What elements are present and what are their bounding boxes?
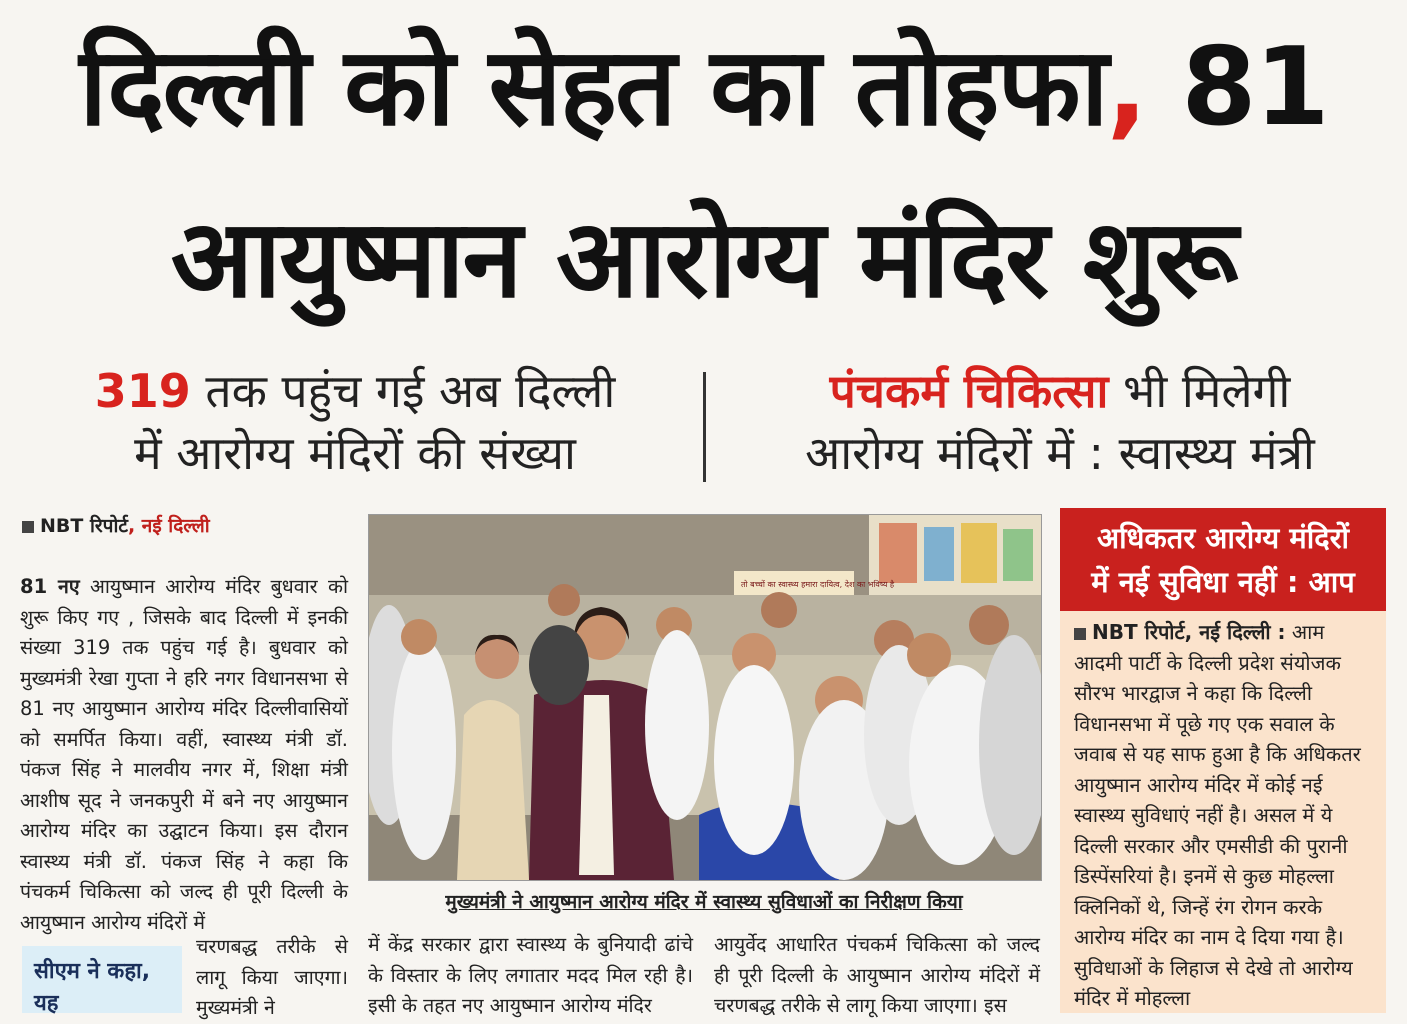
article-column-1: [20, 572, 348, 938]
headline-number: 81: [1145, 25, 1328, 150]
sidebar-text: आम आदमी पार्टी के दिल्ली प्रदेश संयोजक सौरभ भारद्वाज ने कहा कि दिल्ली विधानसभा में पूछे गए एक सवाल के जवाब से यह साफ हुआ है कि अधिकतर आयुष्मान आरोग्य मंदिर में कोई नई स्वास्थ्य सुविधाएं नहीं है। असल में ये दिल्ली सरकार और एमसीडी की पुरानी डिस्पेंसरियां है। इनमें से कुछ मोहल्ला क्लिनिकों थे, जिन्हें रंग रोगन करके आरोग्य मंदिर का नाम दे दिया गया है। सुविधाओं के लिहाज से देखे तो आरोग्य मंदिर में मोहल्ला: [1074, 620, 1361, 1010]
photo-caption: मुख्यमंत्री ने आयुष्मान आरोग्य मंदिर में स्वास्थ्य सुविधाओं का निरीक्षण किया: [445, 891, 963, 913]
quote-box: सीएम ने कहा, यह: [22, 946, 182, 1013]
sidebar-body: [1060, 611, 1386, 1013]
sidebar-headline: [1060, 508, 1386, 611]
article-column-1-continued: चरणबद्ध तरीके से लागू किया जाएगा। मुख्यमंत्री ने: [196, 935, 348, 1019]
subheading-text: भी मिलेगी: [1108, 364, 1291, 418]
subheading-number: 319: [94, 364, 191, 418]
headline-text: दिल्ली को सेहत का तोहफा: [79, 25, 1107, 150]
subheading-divider: [703, 372, 706, 482]
article-lead: 81 नए: [20, 575, 80, 598]
article-column-2: में केंद्र सरकार द्वारा स्वास्थ्य के बुनियादी ढांचे के विस्तार के लिए लगातार मदद मिल रही है। इसी के तहत नए आयुष्मान आरोग्य मंदिर: [368, 933, 693, 1017]
article-text: आयुष्मान आरोग्य मंदिर बुधवार को शुरू किए गए , जिसके बाद दिल्ली में इनकी संख्या 319 तक पहुंच गई है। बुधवार को मुख्यमंत्री रेखा गुप्ता ने हरि नगर विधानसभा से 81 नए आयुष्मान आरोग्य मंदिर दिल्लीवासियों को समर्पित किया। वहीं, स्वास्थ्य मंत्री डॉ. पंकज सिंह ने मालवीय नगर में, शिक्षा मंत्री आशीष सूद ने जनकपुरी में बने नए आयुष्मान आरोग्य मंदिर का उद्घाटन किया। इस दौरान स्वास्थ्य मंत्री डॉ. पंकज सिंह ने कहा कि पंचकर्म चिकित्सा को जल्द ही पूरी दिल्ली के आयुष्मान आरोग्य मंदिरों में: [20, 575, 348, 934]
sidebar-headline-line1: अधिकतर आरोग्य मंदिरों: [1097, 521, 1349, 555]
subheading-text: तक पहुंच गई अब दिल्ली: [190, 364, 616, 418]
headline-line-2: आयुष्मान आरोग्य मंदिर शुरू: [170, 197, 1237, 322]
headline-line-1: [0, 18, 1407, 158]
subheading-left: [20, 360, 690, 484]
sidebar-byline: NBT रिपोर्ट, नई दिल्ली :: [1092, 620, 1286, 644]
subheading-text-line2: में आरोग्य मंदिरों की संख्या: [134, 426, 576, 480]
subheading-highlight: पंचकर्म चिकित्सा: [829, 364, 1109, 418]
byline: [22, 512, 210, 538]
bullet-square-icon: [22, 521, 34, 533]
bullet-square-icon: [1074, 628, 1086, 640]
headline-comma: ,: [1106, 25, 1146, 150]
byline-place: , नई दिल्ली: [127, 515, 210, 537]
news-photo: [368, 514, 1042, 881]
subheading-right: [720, 360, 1400, 484]
sidebar-headline-line2: में नई सुविधा नहीं : आप: [1091, 565, 1355, 599]
byline-agency: NBT रिपोर्ट: [40, 515, 128, 537]
subheading-text-line2: आरोग्य मंदिरों में : स्वास्थ्य मंत्री: [805, 426, 1315, 480]
photo-sign-text: तो बच्चों का स्वास्थ्य हमारा दायित्व, देश का भविष्य है: [741, 580, 895, 589]
article-column-3: आयुर्वेद आधारित पंचकर्म चिकित्सा को जल्द ही पूरी दिल्ली के आयुष्मान आरोग्य मंदिरों में चरणबद्ध तरीके से लागू किया जाएगा। इस: [714, 933, 1040, 1017]
